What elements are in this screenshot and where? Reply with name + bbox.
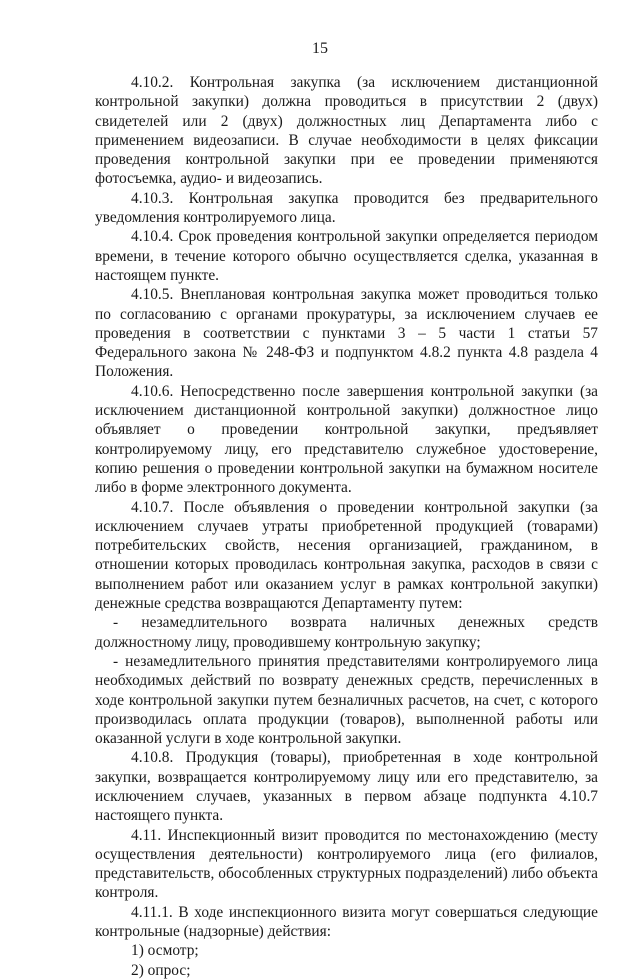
paragraph-4-10-3: 4.10.3. Контрольная закупка проводится без предварительного уведомления контролируемого лица. xyxy=(95,189,598,227)
list-item-inspection: 1) осмотр; xyxy=(131,942,199,960)
paragraph-4-10-4: 4.10.4. Срок проведения контрольной закупки определяется периодом времени, в течение которого обычно осуществляется сделка, указанная в настоящем пункте. xyxy=(95,228,598,284)
list-item-cash-return: - незамедлительного возврата наличных денежных средств должностному лицу, проводившему контрольную закупку; xyxy=(95,614,598,651)
document-body xyxy=(95,73,598,980)
paragraph-4-11: 4.11. Инспекционный визит проводится по местонахождению (месту осуществления деятельности) контролируемого лица (его филиалов, представительств, обособленных структурных подразделений) либо объекта контроля. xyxy=(95,826,598,902)
paragraph-4-10-2: 4.10.2. Контрольная закупка (за исключением дистанционной контрольной закупки) должна проводиться в присутствии 2 (двух) свидетелей или 2 (двух) должностных лиц Департамента либо с применением видеозаписи. В случае необходимости в целях фиксации проведения контрольной закупки при ее проведении применяются фотосъемка, аудио- и видеозапись. xyxy=(95,74,598,188)
paragraph-4-11-1: 4.11.1. В ходе инспекционного визита могут совершаться следующие контрольные (надзорные) действия: xyxy=(95,903,598,941)
list-item-survey: 2) опрос; xyxy=(131,961,191,979)
paragraph-4-10-6: 4.10.6. Непосредственно после завершения контрольной закупки (за исключением дистанционной контрольной закупки) должностное лицо объявляет о проведении контрольной закупки, предъявляет контролируемому лицу, его представителю служебное удостоверение, копию решения о проведении контрольной закупки на бумажном носителе либо в форме электронного документа. xyxy=(95,382,598,497)
page-number: 15 xyxy=(312,40,328,57)
paragraph-4-10-7: 4.10.7. После объявления о проведении контрольной закупки (за исключением случаев утраты приобретенной продукцией (товарами) потребительских свойств, несения организацией, гражданином, в отношении которых проводилась контрольная закупка, расходов в связи с выполнением работ или оказанием услуг в рамках контрольной закупки) денежные средства возвращаются Департаменту путем: xyxy=(95,498,598,613)
paragraph-4-10-8: 4.10.8. Продукция (товары), приобретенная в ходе контрольной закупки, возвращается контролируемому лицу или его представителю, за исключением случаев, указанных в первом абзаце подпункта 4.10.7 настоящего пункта. xyxy=(95,749,598,825)
paragraph-4-10-5: 4.10.5. Внеплановая контрольная закупка может проводиться только по согласованию с органами прокуратуры, за исключением случаев ее проведения в соответствии с пунктами 3 – 5 части 1 статьи 57 Федерального закона № 248-ФЗ и подпунктом 4.8.2 пункта 4.8 раздела 4 Положения. xyxy=(95,286,598,381)
list-item-cashless-return: - незамедлительного принятия представителями контролируемого лица необходимых действий по возврату денежных средств, перечисленных в ходе контрольной закупки путем безналичных расчетов, на счет, с которого производилась оплата продукции (товаров), выполненной работы или оказанной услуги в ходе контрольной закупки. xyxy=(95,652,598,748)
